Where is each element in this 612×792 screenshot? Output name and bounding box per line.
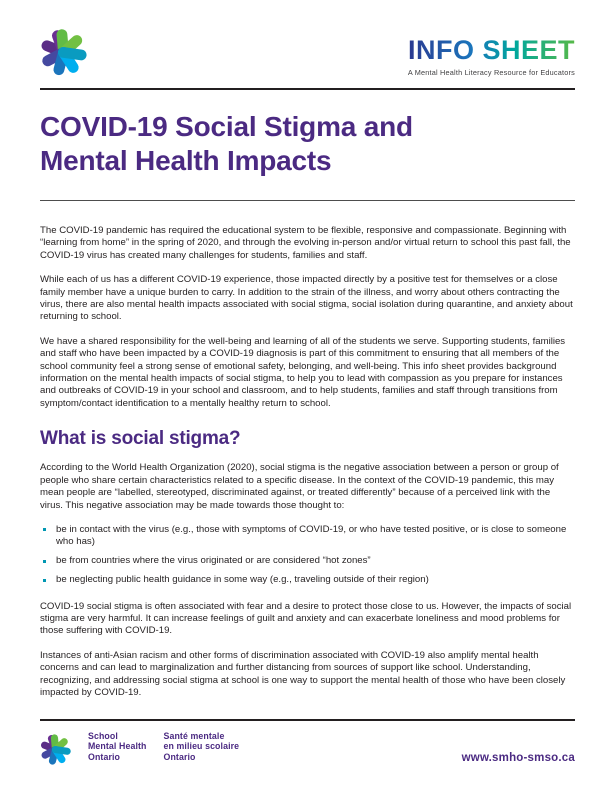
info-sheet-wordmark: INFO SHEET [407,35,575,65]
page-title [40,110,575,178]
org-name-english [88,731,147,762]
page-header [40,24,575,79]
org-name-en-line: Mental Health [88,741,147,752]
org-name-fr-line: en milieu scolaire [163,741,240,752]
website-link[interactable]: www.smho-smso.ca [461,752,575,764]
org-name-fr-line: Santé mentale [163,731,225,741]
title-divider [40,200,575,201]
header-brand-block [408,36,575,77]
closing-paragraph: Instances of anti-Asian racism and other forms of discrimination associated with COVID-19 also amplify mental health concerns and can lead to marginalization and further distancing from sources of support like school. Understanding, recognizing, and addressing social stigma at school is one way to support the mental health of those who have been closely impacted by COVID-19. [40,649,566,698]
org-name-en-line: School [88,731,118,741]
stigma-bullet-list [42,524,575,587]
section-heading-what-is-social-stigma: What is social stigma? [40,428,241,450]
section-lead-paragraph: According to the World Health Organization (2020), social stigma is the negative association between a person or group of people who share certain characteristics related to a specific disease. In the context of the COVID-19 pandemic, this may mean people are “labelled, stereotyped, discriminated against, or treated differently” because of a perceived link with the virus. This negative association may be made towards those thought to: [40,462,559,511]
header-tagline: A Mental Health Literacy Resource for Educators [407,68,575,77]
smho-flower-logo-icon [40,731,71,767]
intro-paragraph: We have a shared responsibility for the well-being and learning of all of the students we serve. Supporting students, families and staff who have been impacted by a COVID-19 diagnosis is part of this commitment to ensuring that all members of the school community feel a strong sense of emotional safety, belonging, and well-being. This info sheet provides background information on the mental health impacts of social stigma, to help you to lead with compassion as you prepare for instances and outbreaks of COVID-19 in your school and classroom, and to help students, families and staff through transitions from symptom/contact identification to a mentally healthy return to school. [40,335,566,409]
header-divider [40,88,575,90]
org-name-french [164,731,240,762]
smho-flower-logo-icon [40,24,87,79]
org-name-fr-line: Ontario [163,751,196,762]
list-item: be neglecting public health guidance in some way (e.g., traveling outside of their region) [42,574,575,586]
closing-paragraph: COVID-19 social stigma is often associated with fear and a desire to protect those close to us. However, the impacts of social stigma are very harmful. It can increase feelings of guilt and anxiety and can exacerbate loneliness and mood problems for those suffering with COVID-19. [40,600,572,637]
intro-paragraph: While each of us has a different COVID-19 experience, those impacted directly by a positive test for themselves or a close family member have a unique burden to carry. In addition to the strain of the illness, and worry about others contracting the virus, there are also mental health impacts associated with social stigma, social isolation during quarantine, and anxiety about returning to school. [40,274,573,323]
page-title-line-2: Mental Health Impacts [40,145,332,176]
list-item: be in contact with the virus (e.g., those with symptoms of COVID-19, or who have tested positive, or is close to someone who has) [42,524,575,549]
intro-paragraph: The COVID-19 pandemic has required the educational system to be flexible, responsive and compassionate. Beginning with “learning from home” in the spring of 2020, and through the evolving in-person and/or virtual return to school this past fall, the COVID-19 virus has created many challenges for students, families and staff. [40,225,571,261]
document-body [40,225,575,699]
page-title-line-1: COVID-19 Social Stigma and [40,111,413,142]
org-name-en-line: Ontario [88,751,120,762]
list-item: be from countries where the virus originated or are considered “hot zones” [42,555,575,567]
page-footer [40,719,575,767]
